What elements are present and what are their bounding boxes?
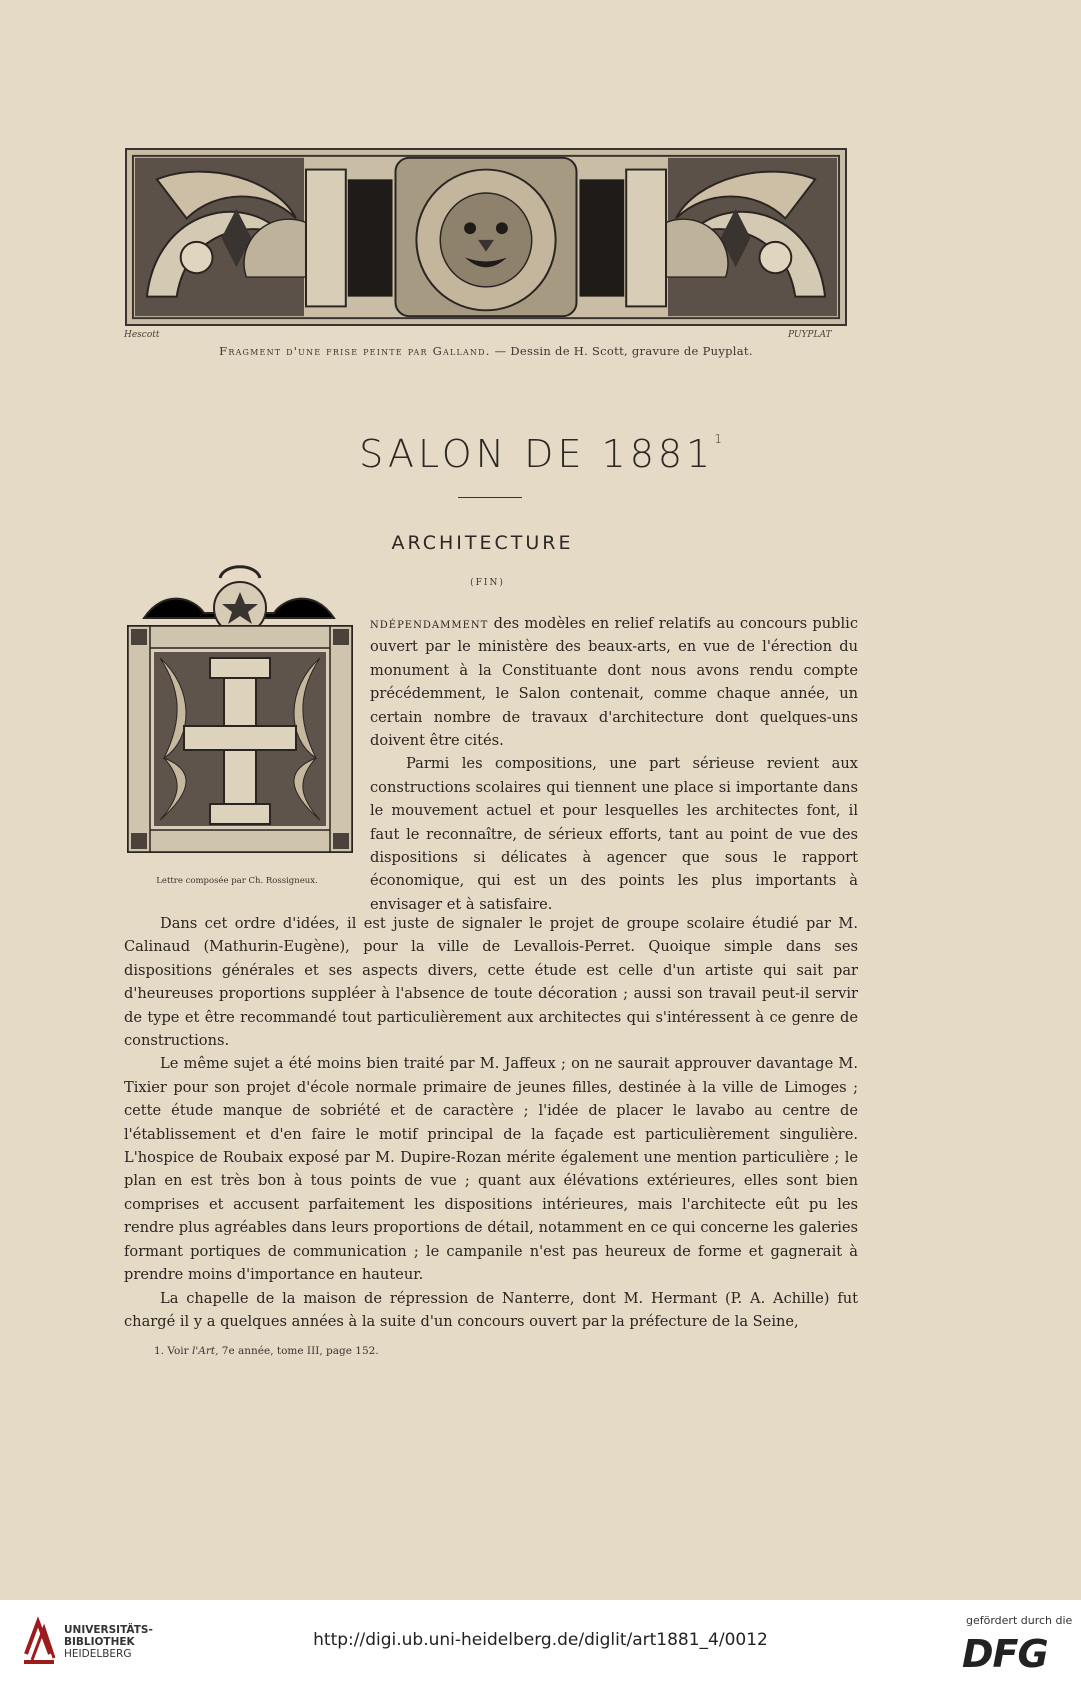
funding-label: gefördert durch die <box>966 1614 1073 1627</box>
title-divider <box>458 497 522 498</box>
body-paragraph-2: Parmi les compositions, une part sérieuse revient aux constructions scolaires qui tiennent une place si importante dans le mouvement actuel et pour lesquelles les architectes font, il faut le reconnaître, de sérieux efforts, tant au point de vue des dispositions si délicates à agencer que sous le rapport économique, qui est un des points les plus importants à envisager et à satisfaire. <box>370 755 858 913</box>
decorated-initial <box>124 558 356 858</box>
library-name-line-2: BIBLIOTHEK <box>64 1636 135 1648</box>
body-paragraph-5: La chapelle de la maison de répression de Nanterre, dont M. Hermant (P. A. Achille) fut chargé il y a quelques années à la suite d'un concours ouvert par la préfecture de la Seine, <box>124 1289 858 1330</box>
frieze-illustration <box>127 150 845 324</box>
paragraph-1-text: des modèles en relief relatifs au concours public ouvert par le ministère des beaux-arts, en vue de l'érection du monument à la Constituante dont nous avons rendu compte précédemment, le Salon contenait, comme chaque année, un certain nombre de travaux d'architecture dont quelques-uns doivent être cités. <box>370 615 858 750</box>
engraver-signature-left: Hescott <box>124 330 160 340</box>
frieze-caption-credits: — Dessin de H. Scott, gravure de Puyplat. <box>490 344 753 358</box>
section-subtitle: ARCHITECTURE <box>391 532 574 554</box>
library-name-line-1: UNIVERSITÄTS- <box>64 1624 153 1636</box>
section-fin-note: (FIN) <box>470 578 505 588</box>
page-title-text: SALON DE 1881 <box>359 432 715 476</box>
frieze-caption-title: Fragment d'une frise peinte par Galland. <box>219 344 491 358</box>
body-paragraph-4: Le même sujet a été moins bien traité par M. Jaffeux ; on ne saurait approuver davantage M. Tixier pour son projet d'école normale primaire de jeunes filles, destinée à la ville de Limoges ; cette étude manque de sobriété et de caractère ; l'idée de placer le lavabo au centre de l'établissement et d'en faire le motif principal de la façade est particulièrement singulière. L'hospice de Roubaix exposé par M. Dupire-Rozan mérite également une mention particulière ; le plan en est très bon à tous points de vue ; quant aux élévations extérieures, elles sont bien comprises et accusent parfaitement les dispositions intérieures, mais l'architecte eût pu les rendre plus agréables dans leurs proportions de détail, notamment en ce qui concerne les galeries formant portiques de communication ; le campanile n'est pas heureux de forme et gagnerait à prendre moins d'importance en hauteur. <box>124 1055 858 1284</box>
page-title <box>0 432 1081 476</box>
frieze-caption <box>125 344 847 358</box>
dfg-logo[interactable]: DFG <box>962 1632 1048 1676</box>
body-paragraph-1 <box>370 612 858 752</box>
body-paragraph-3: Dans cet ordre d'idées, il est juste de signaler le projet de groupe scolaire étudié par M. Calinaud (Mathurin-Eugène), pour la ville de Levallois-Perret. Quoique simple dans ses dispositions générales et ses aspects divers, cette étude est celle d'un artiste qui sait par d'heureuses proportions suppléer à l'absence de toute décoration ; aussi son travail peut-il servir de type et être recommandé tout particulièrement aux architectes qui s'intéressent à ce genre de constructions. <box>124 915 858 1050</box>
footnote <box>154 1345 379 1357</box>
library-name-line-3: HEIDELBERG <box>64 1648 132 1660</box>
body-full-text <box>124 912 858 1333</box>
body-column-text <box>370 612 858 916</box>
decorated-initial-illustration <box>124 558 356 858</box>
page-permalink[interactable]: http://digi.ub.uni-heidelberg.de/diglit/art1881_4/0012 <box>313 1630 768 1650</box>
footnote-journal: l'Art, <box>192 1345 219 1357</box>
engraver-signature-right: PUYPLAT <box>788 330 832 340</box>
frieze-engraving <box>125 148 847 326</box>
footnote-suffix: 7e année, tome III, page 152. <box>218 1345 379 1357</box>
footnote-prefix: 1. Voir <box>154 1345 193 1357</box>
viewer-footer <box>0 1600 1081 1681</box>
title-footnote-marker[interactable]: 1 <box>714 432 722 446</box>
decorated-initial-caption: Lettre composée par Ch. Rossigneux. <box>156 876 318 886</box>
paragraph-lead-word: ndépendamment <box>370 615 489 632</box>
